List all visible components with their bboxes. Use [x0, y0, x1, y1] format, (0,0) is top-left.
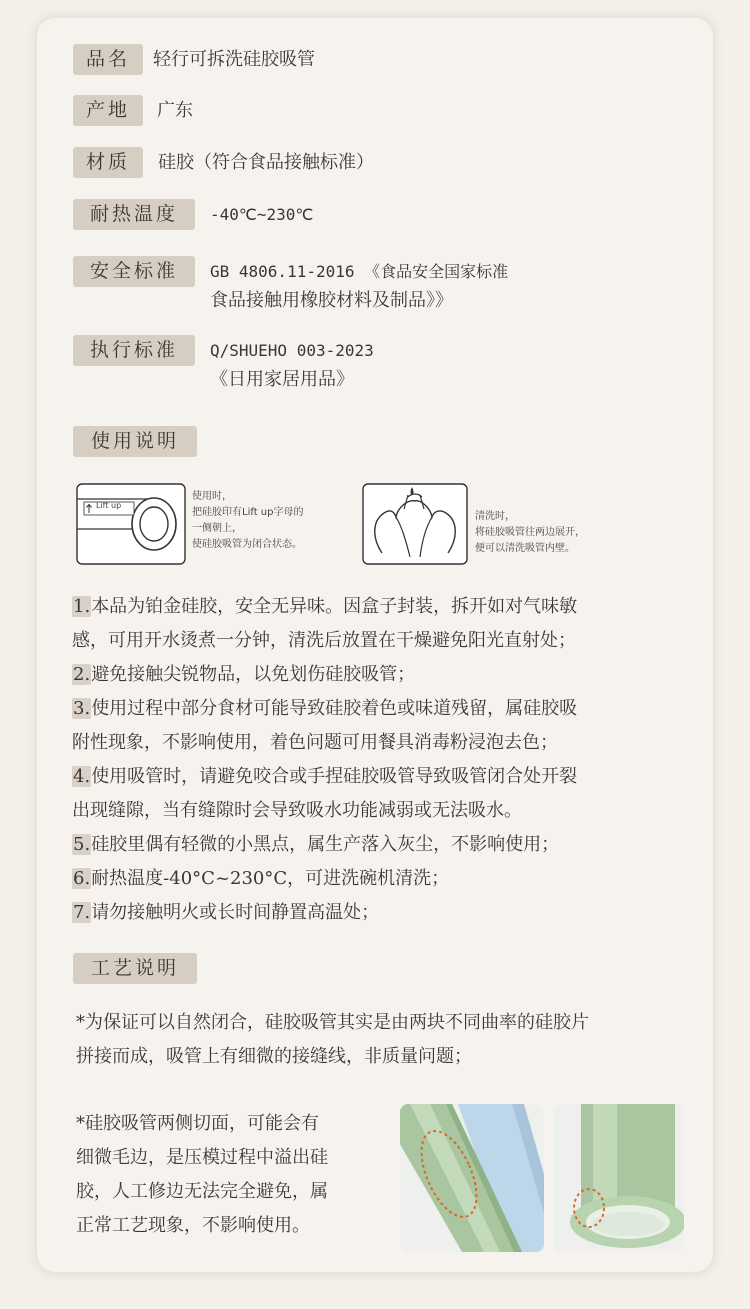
- usage-list: [72, 590, 692, 930]
- list-item: [72, 896, 692, 930]
- craft-note2-line1: *硅胶吸管两侧切面，可能会有: [76, 1113, 319, 1134]
- cut-edge-photo: [553, 1104, 684, 1252]
- list-item-text: 请勿接触明火或长时间静置高温处；: [91, 902, 380, 923]
- figure1-caption-line4: 使硅胶吸管为闭合状态。: [192, 539, 302, 550]
- spec-value-safety-line1: GB 4806.11-2016 《食品安全国家标准: [210, 262, 509, 281]
- spec-label-safety: 安全标准: [73, 256, 195, 287]
- list-item-text: 硅胶里偶有轻微的小黑点，属生产落入灰尘，不影响使用；: [91, 834, 560, 855]
- spec-value-standard-line2: 《日用家居用品》: [210, 369, 354, 390]
- craft-heading: 工艺说明: [73, 953, 197, 984]
- spec-value-origin: 广东: [157, 100, 193, 121]
- figure2-caption-line2: 将硅胶吸管往两边展开，: [475, 527, 585, 538]
- list-item-continued: 附性现象，不影响使用，着色问题可用餐具消毒粉浸泡去色；: [72, 732, 558, 753]
- figure1-caption-line1: 使用时，: [192, 491, 232, 502]
- figure1-caption-line3: 一侧朝上，: [192, 523, 242, 534]
- list-item-text: 使用过程中部分食材可能导致硅胶着色或味道残留，属硅胶吸: [91, 698, 578, 719]
- list-item-number: 3.: [73, 698, 91, 719]
- spec-label-origin: 产地: [73, 95, 143, 126]
- list-item-number: 1.: [73, 596, 91, 617]
- list-item-text: 避免接触尖锐物品，以免划伤硅胶吸管；: [91, 664, 416, 685]
- list-item-number: 6.: [73, 868, 91, 889]
- spec-value-name: 轻行可拆洗硅胶吸管: [153, 49, 315, 70]
- list-item-text: 耐热温度-40°C~230°C，可进洗碗机清洗；: [91, 868, 450, 889]
- list-item: [72, 658, 692, 692]
- list-item-continued: 出现缝隙，当有缝隙时会导致吸水功能减弱或无法吸水。: [72, 800, 522, 821]
- hands-clean-illustration: [362, 483, 468, 565]
- list-item: [72, 692, 692, 726]
- spec-value-safety-line2: 食品接触用橡胶材料及制品》》: [210, 290, 453, 311]
- figure2-caption-line3: 便可以清洗吸管内壁。: [475, 543, 575, 554]
- craft-note2-line4: 正常工艺现象，不影响使用。: [76, 1215, 310, 1236]
- straw-side-illustration: [76, 483, 186, 565]
- list-item-number: 4.: [73, 766, 91, 787]
- list-item-number: 5.: [73, 834, 91, 855]
- spec-value-standard-line1: Q/SHUEHO 003-2023: [210, 341, 374, 360]
- list-item-continued: 感，可用开水烫煮一分钟，清洗后放置在干燥避免阳光直射处；: [72, 630, 576, 651]
- figure1-caption-line2: 把硅胶印有Lift up字母的: [192, 507, 304, 518]
- spec-label-standard: 执行标准: [73, 335, 195, 366]
- craft-note1-line2: 拼接而成，吸管上有细微的接缝线，非质量问题；: [76, 1046, 472, 1067]
- craft-note1-line1: *为保证可以自然闭合，硅胶吸管其实是由两块不同曲率的硅胶片: [76, 1012, 589, 1033]
- list-item: [72, 862, 692, 896]
- list-item: [72, 590, 692, 624]
- list-item-text: 使用吸管时，请避免咬合或手捏硅胶吸管导致吸管闭合处开裂: [91, 766, 578, 787]
- seam-line-photo: [400, 1104, 544, 1252]
- straw-tag-text: Lift up: [96, 501, 122, 510]
- list-item-number: 2.: [73, 664, 91, 685]
- figure2-caption-line1: 清洗时，: [475, 511, 515, 522]
- spec-value-material: 硅胶（符合食品接触标准）: [158, 152, 374, 173]
- list-item: [72, 760, 692, 794]
- list-item-text: 本品为铂金硅胶，安全无异味。因盒子封装，拆开如对气味敏: [91, 596, 578, 617]
- spec-label-name: 品名: [73, 44, 143, 75]
- craft-note2-line3: 胶，人工修边无法完全避免，属: [76, 1181, 328, 1202]
- list-item-number: 7.: [73, 902, 91, 923]
- craft-note2-line2: 细微毛边，是压模过程中溢出硅: [76, 1147, 328, 1168]
- usage-heading: 使用说明: [73, 426, 197, 457]
- spec-label-heat: 耐热温度: [73, 199, 195, 230]
- spec-label-material: 材质: [73, 147, 143, 178]
- spec-value-heat: -40℃~230℃: [210, 205, 314, 224]
- list-item: [72, 828, 692, 862]
